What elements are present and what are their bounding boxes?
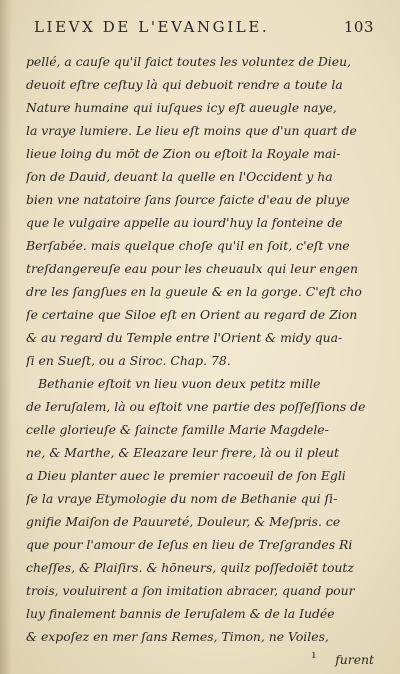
text-line: dre les ſangſues en la gueule & en la gorge. C'eſt cho (26, 284, 362, 299)
body-text (26, 50, 376, 671)
text-line: trois, vouluirent a ſon imitation abracer, quand pour (26, 583, 355, 598)
gutter-shadow (0, 0, 12, 674)
text-line: bien vne natatoire ſans ſource faicte d'eau de pluye (26, 192, 350, 207)
text-line: treſdangereuſe eau pour les cheuaulx qui leur engen (26, 261, 358, 276)
running-head-title: LIEVX DE L'EVANGILE. (34, 18, 270, 36)
text-line: pellé, a cauſe qu'il faict toutes les voluntez de Dieu, (26, 54, 352, 69)
text-line: a Dieu planter auec le premier racoeuil de ſon Egli (26, 468, 346, 483)
text-line: cheſſes, & Plaiſirs. & hōneurs, quilz poſſedoiēt toutz (26, 560, 354, 575)
text-line: & au regard du Temple entre l'Orient & midy qua- (26, 330, 343, 345)
text-line: ſe la vraye Etymologie du nom de Bethanie qui ſi- (26, 491, 338, 506)
text-line: que le vulgaire appelle au iourd'huy la fonteine de (26, 215, 343, 230)
text-line: la vraye lumiere. Le lieu eſt moins que d'un quart de (26, 123, 357, 138)
text-line: celle glorieuſe & ſaincte famille Marie Magdele- (26, 422, 329, 437)
signature-mark: ı (312, 648, 316, 661)
text-line: Nature humaine qui iuſques icy eſt aueugle naye, (26, 100, 337, 115)
text-line: que pour l'amour de Ieſus en lieu de Treſgrandes Ri (26, 537, 353, 552)
text-line: & expoſez en mer ſans Remes, Timon, ne Voiles, (26, 629, 329, 644)
text-line: luy finalement bannis de Ieruſalem & de la Iudée (26, 606, 335, 621)
text-line: de Ieruſalem, là ou eſtoit vne partie des poſſeſſions de (26, 399, 366, 414)
text-line: ſon de Dauid, deuant la quelle en l'Occident y ha (26, 169, 333, 184)
catchword: furent (335, 652, 374, 667)
text-line: deuoit eſtre ceſtuy là qui debuoit rendre a toute la (26, 77, 343, 92)
text-line: ſi en Sueſt, ou a Siroc. Chap. 78. (26, 353, 231, 368)
text-line: ne, & Marthe, & Eleazare leur frere, là ou il pleut (26, 445, 339, 460)
text-line: gnifie Maiſon de Pauureté, Douleur, & Meſpris. ce (26, 514, 341, 529)
text-line: ſe certaine que Siloe eſt en Orient au regard de Zion (26, 307, 358, 322)
page-number: 103 (343, 18, 374, 36)
paragraph-start-line: Bethanie eſtoit vn lieu vuon deux petitz mille (38, 376, 321, 391)
running-head (34, 18, 374, 40)
text-line: Berſabée. mais quelque choſe qu'il en ſoit, c'eſt vne (26, 238, 350, 253)
text-line: lieue loing du mōt de Zion ou eſtoit la Royale mai- (26, 146, 341, 161)
